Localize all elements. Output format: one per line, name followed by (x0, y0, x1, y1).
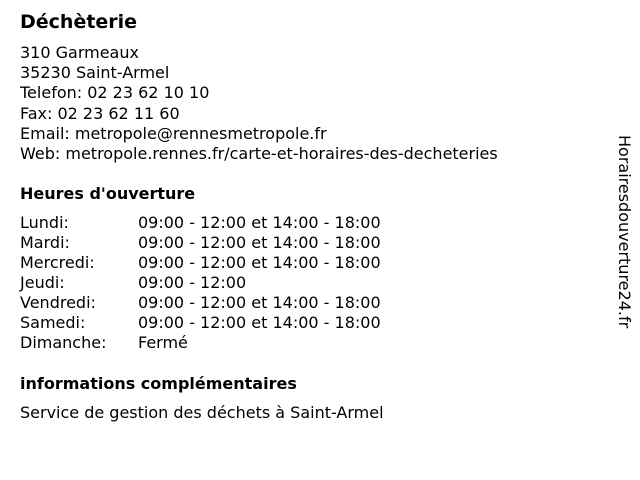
page-title: Déchèterie (20, 11, 138, 33)
hours-time-value: 09:00 - 12:00 et 14:00 - 18:00 (138, 293, 381, 312)
hours-time-value: 09:00 - 12:00 et 14:00 - 18:00 (138, 233, 381, 252)
web-line: Web: metropole.rennes.fr/carte-et-horaires-des-decheteries (20, 144, 498, 164)
hours-time-value: Fermé (138, 333, 188, 352)
hours-day-label: Vendredi: (20, 293, 96, 312)
address-city: 35230 Saint-Armel (20, 63, 170, 83)
hours-day-label: Dimanche: (20, 333, 107, 352)
hours-row-dimanche (20, 333, 381, 353)
email-line: Email: metropole@rennesmetropole.fr (20, 123, 327, 143)
contact-block (20, 43, 498, 164)
hours-row-vendredi (20, 293, 381, 313)
hours-time-value: 09:00 - 12:00 et 14:00 - 18:00 (138, 253, 381, 272)
hours-day-label: Mardi: (20, 233, 70, 252)
hours-time-value: 09:00 - 12:00 et 14:00 - 18:00 (138, 213, 381, 232)
hours-time-value: 09:00 - 12:00 et 14:00 - 18:00 (138, 313, 381, 332)
address-street: 310 Garmeaux (20, 43, 139, 62)
hours-table (20, 213, 381, 353)
telefon-line: Telefon: 02 23 62 10 10 (20, 83, 210, 103)
hours-heading: Heures d'ouverture (20, 184, 196, 203)
hours-row-samedi (20, 313, 381, 333)
hours-row-jeudi (20, 273, 381, 293)
hours-day-label: Jeudi: (20, 273, 65, 292)
site-watermark: Horairesdouverture24.fr (615, 135, 634, 329)
hours-row-lundi (20, 213, 381, 233)
extra-info-heading: informations complémentaires (20, 374, 297, 393)
hours-day-label: Lundi: (20, 213, 69, 232)
extra-info-text: Service de gestion des déchets à Saint-Armel (20, 403, 384, 422)
fax-line: Fax: 02 23 62 11 60 (20, 103, 180, 123)
hours-row-mardi (20, 233, 381, 253)
hours-row-mercredi (20, 253, 381, 273)
hours-day-label: Samedi: (20, 313, 86, 332)
hours-time-value: 09:00 - 12:00 (138, 273, 247, 292)
hours-day-label: Mercredi: (20, 253, 95, 272)
